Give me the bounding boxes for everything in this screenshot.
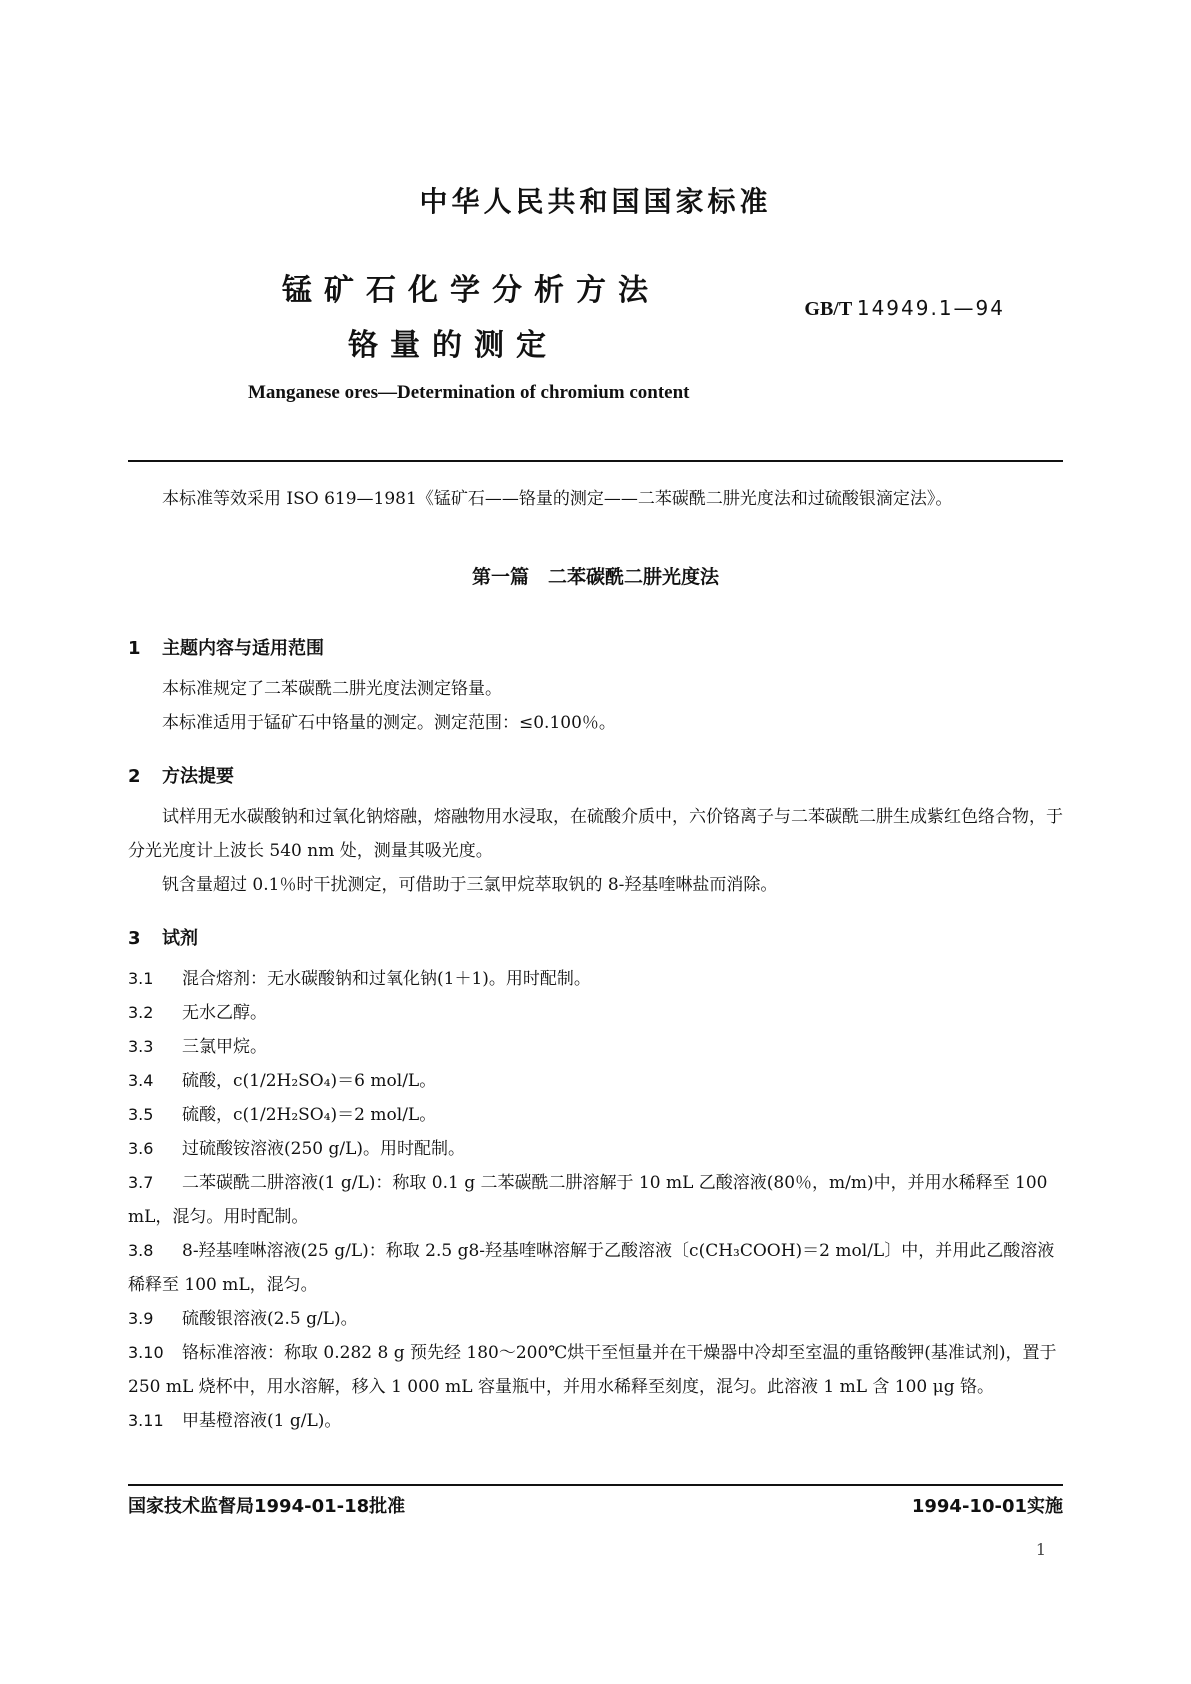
reagent-item [128, 996, 1063, 1030]
item-number: 3.11 [128, 1411, 164, 1430]
intro-paragraph: 本标准等效采用 ISO 619—1981《锰矿石——铬量的测定——二苯碳酰二肼光度法和过硫酸银滴定法》。 [162, 489, 953, 509]
footer-divider [128, 1484, 1063, 1486]
header-divider [128, 460, 1063, 462]
approval-date: 国家技术监督局1994-01-18批准 [128, 1496, 406, 1517]
item-text: 硫酸银溶液(2.5 g/L)。 [182, 1309, 358, 1329]
item-text: 硫酸，c(1/2H₂SO₄)＝6 mol/L。 [182, 1071, 437, 1091]
item-text: 无水乙醇。 [182, 1003, 267, 1023]
item-number: 3.7 [128, 1173, 154, 1192]
item-number: 3.9 [128, 1309, 154, 1328]
item-text: 硫酸，c(1/2H₂SO₄)＝2 mol/L。 [182, 1105, 437, 1125]
reagent-item [128, 1302, 1063, 1336]
item-number: 3.4 [128, 1071, 154, 1090]
reagent-item [128, 1030, 1063, 1064]
standard-code-number: 14949.1—94 [856, 296, 1005, 320]
item-text: 铬标准溶液：称取 0.282 8 g 预先经 180～200℃烘干至恒量并在干燥器中冷却至室温的重铬酸钾(基准试剂)，置于 250 mL 烧杯中，用水溶解，移入 1 000 mL 容量瓶中，并用水稀释至刻度，混匀。此溶液 1 mL 含 100 μg 铬。 [128, 1343, 1057, 1397]
section-1-paragraph-1: 本标准规定了二苯碳酰二肼光度法测定铬量。 [162, 679, 502, 699]
section-2-paragraph-2: 钒含量超过 0.1％时干扰测定，可借助于三氯甲烷萃取钒的 8-羟基喹啉盐而消除。 [162, 875, 778, 895]
standard-code-prefix: GB/T [804, 298, 852, 320]
reagent-item [128, 962, 1063, 996]
section-number: 3 [128, 928, 141, 949]
reagent-item [128, 1234, 1063, 1302]
reagent-item [128, 1166, 1063, 1234]
section-title: 方法提要 [162, 766, 234, 787]
reagent-item [128, 1404, 1063, 1438]
item-number: 3.2 [128, 1003, 154, 1022]
section-title: 主题内容与适用范围 [162, 638, 324, 659]
reagent-item [128, 1098, 1063, 1132]
item-text: 过硫酸铵溶液(250 g/L)。用时配制。 [182, 1139, 466, 1159]
item-number: 3.8 [128, 1241, 154, 1260]
english-title: Manganese ores—Determination of chromium content [248, 382, 690, 403]
item-number: 3.6 [128, 1139, 154, 1158]
item-number: 3.3 [128, 1037, 154, 1056]
item-number: 3.1 [128, 969, 154, 988]
reagent-item [128, 1064, 1063, 1098]
implementation-date: 1994-10-01实施 [911, 1496, 1063, 1517]
document-title-line2: 铬量的测定 [348, 328, 558, 363]
section-number: 2 [128, 766, 141, 787]
item-text: 甲基橙溶液(1 g/L)。 [182, 1411, 342, 1431]
item-text: 二苯碳酰二肼溶液(1 g/L)：称取 0.1 g 二苯碳酰二肼溶解于 10 mL 乙酸溶液(80％，m/m)中，并用水稀释至 100 mL，混匀。用时配制。 [128, 1173, 1048, 1227]
national-standard-heading: 中华人民共和国国家标准 [419, 185, 772, 218]
reagent-item [128, 1336, 1063, 1404]
item-number: 3.10 [128, 1343, 164, 1362]
section-number: 1 [128, 638, 141, 659]
reagent-item [128, 1132, 1063, 1166]
document-title-line1: 锰矿石化学分析方法 [282, 273, 660, 308]
section-2-paragraph-1: 试样用无水碳酸钠和过氧化钠熔融，熔融物用水浸取，在硫酸介质中，六价铬离子与二苯碳酰二肼生成紫红色络合物，于分光光度计上波长 540 nm 处，测量其吸光度。 [128, 807, 1063, 861]
section-heading-3 [128, 924, 198, 950]
section-heading-1 [128, 634, 324, 660]
section-heading-2 [128, 762, 234, 788]
item-number: 3.5 [128, 1105, 154, 1124]
item-text: 8-羟基喹啉溶液(25 g/L)：称取 2.5 g8-羟基喹啉溶解于乙酸溶液〔c(CH₃COOH)＝2 mol/L〕中，并用此乙酸溶液稀释至 100 mL，混匀。 [128, 1241, 1055, 1295]
standard-code [804, 296, 1005, 321]
item-text: 混合熔剂：无水碳酸钠和过氧化钠(1＋1)。用时配制。 [182, 969, 591, 989]
item-text: 三氯甲烷。 [182, 1037, 267, 1057]
part-title: 第一篇 二苯碳酰二肼光度法 [471, 566, 719, 588]
section-title: 试剂 [162, 928, 198, 949]
section-1-paragraph-2: 本标准适用于锰矿石中铬量的测定。测定范围：≤0.100％。 [162, 713, 616, 733]
page-number: 1 [1035, 1540, 1046, 1559]
